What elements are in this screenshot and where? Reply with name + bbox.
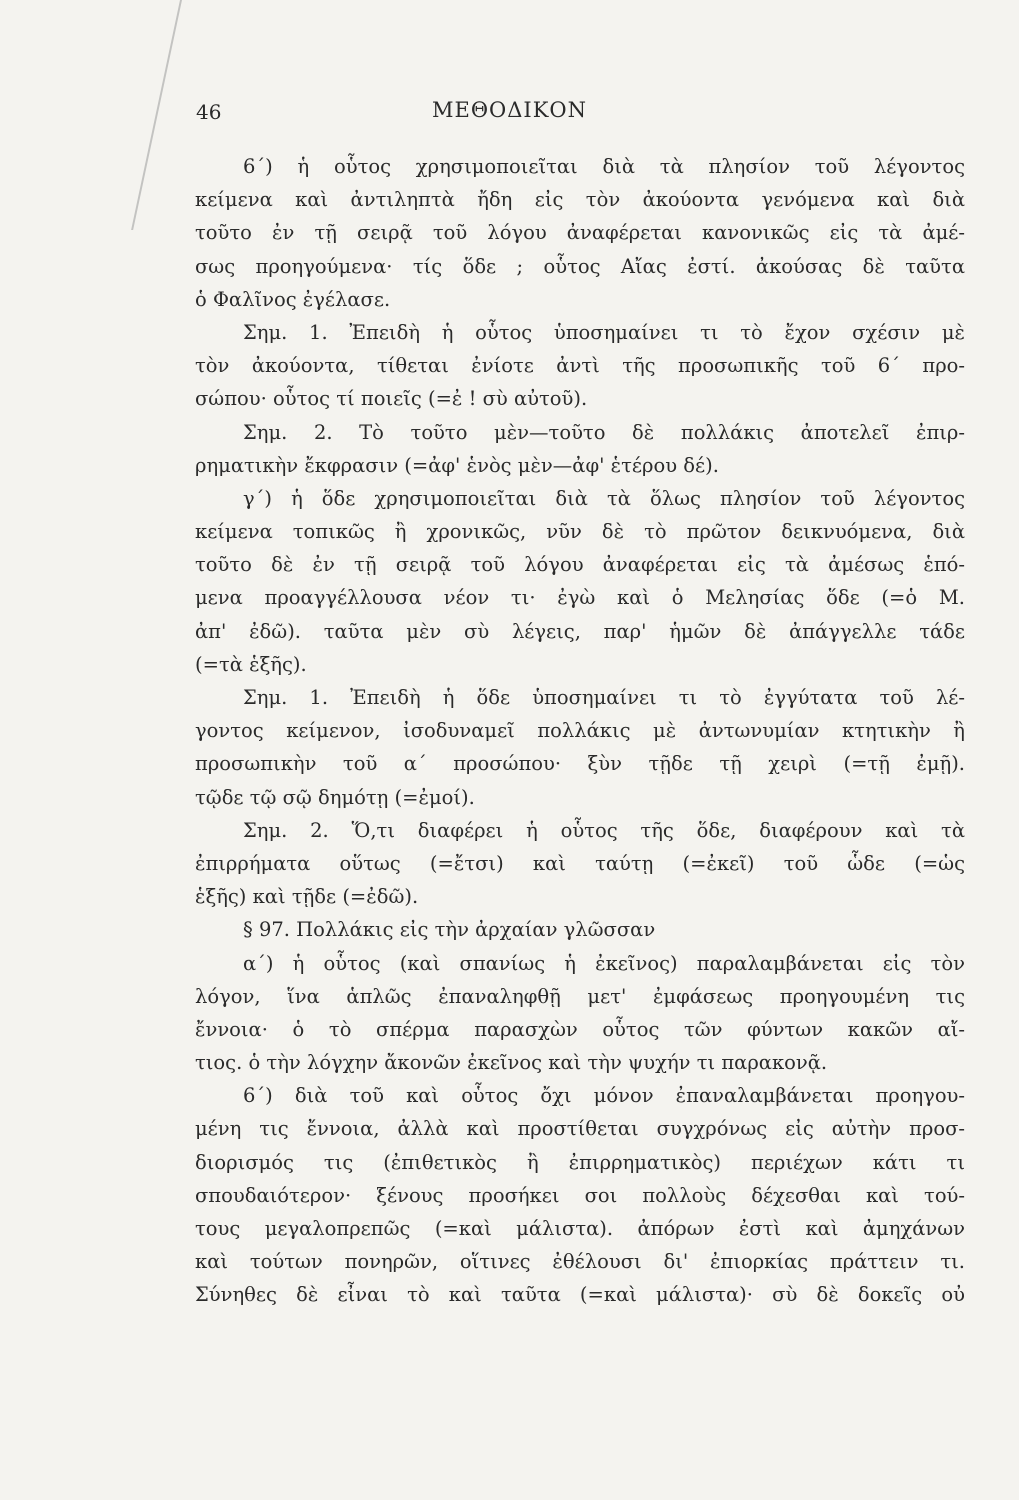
text-line: Σημ. 2. Τὸ τοῦτο μὲν—τοῦτο δὲ πολλάκις ἀποτελεῖ ἐπιρ-	[243, 420, 965, 444]
text-line: τῷδε τῷ σῷ δημότῃ (=ἐμοί).	[195, 785, 475, 809]
body-text	[195, 150, 965, 1312]
text-line: τοῦτο ἐν τῇ σειρᾷ τοῦ λόγου ἀναφέρεται κανονικῶς εἰς τὰ ἀμέ-	[195, 221, 965, 245]
text-line: Σημ. 1. Ἐπειδὴ ἡ ὅδε ὑποσημαίνει τι τὸ ἐγγύτατα τοῦ λέ-	[243, 686, 965, 709]
text-line: 6΄) διὰ τοῦ καὶ οὗτος ὄχι μόνον ἐπαναλαμβάνεται προηγου-	[243, 1084, 965, 1108]
text-line: ἀπ' ἐδῶ). ταῦτα μὲν σὺ λέγεις, παρ' ἡμῶν δὲ ἀπάγγελλε τάδε	[195, 619, 965, 643]
text-line: διορισμός τις (ἐπιθετικὸς ἢ ἐπιρρηματικὸς) περιέχων κάτι τι	[195, 1150, 965, 1174]
text-line: 6΄) ἡ οὗτος χρησιμοποιεῖται διὰ τὰ πλησίον τοῦ λέγοντος	[243, 155, 965, 178]
text-line: Σημ. 2. Ὅ,τι διαφέρει ἡ οὗτος τῆς ὅδε, διαφέρουν καὶ τὰ	[243, 818, 965, 842]
text-line: ἐπιρρήματα οὕτως (=ἔτσι) καὶ ταύτῃ (=ἐκεῖ) τοῦ ὧδε (=ὡς	[195, 851, 965, 875]
text-line: λόγον, ἵνα ἁπλῶς ἐπαναληφθῇ μετ' ἐμφάσεως προηγουμένη τις	[195, 984, 965, 1008]
text-line: τους μεγαλοπρεπῶς (=καὶ μάλιστα). ἀπόρων ἐστὶ καὶ ἀμηχάνων	[195, 1217, 965, 1240]
text-line: α΄) ἡ οὗτος (καὶ σπανίως ἡ ἐκεῖνος) παραλαμβάνεται εἰς τὸν	[243, 951, 965, 975]
text-line: προσωπικὴν τοῦ α΄ προσώπου· ξὺν τῇδε τῇ χειρὶ (=τῇ ἐμῇ).	[195, 752, 965, 776]
text-line: τὸν ἀκούοντα, τίθεται ἐνίοτε ἀντὶ τῆς προσωπικῆς τοῦ 6΄ προ-	[195, 354, 965, 378]
text-line: γοντος κείμενον, ἰσοδυναμεῖ πολλάκις μὲ ἀντωνυμίαν κτητικὴν ἢ	[195, 719, 965, 743]
page-number: 46	[196, 100, 222, 124]
text-line: ἑξῆς) καὶ τῇδε (=ἐδῶ).	[195, 885, 419, 909]
text-line: τοῦτο δὲ ἐν τῇ σειρᾷ τοῦ λόγου ἀναφέρεται εἰς τὰ ἀμέσως ἑπό-	[195, 553, 965, 577]
running-head: ΜΕΘΟΔΙΚΟΝ	[431, 98, 587, 122]
text-line: § 97. Πολλάκις εἰς τὴν ἀρχαίαν γλῶσσαν	[243, 918, 656, 942]
text-line: γ΄) ἡ ὅδε χρησιμοποιεῖται διὰ τὰ ὅλως πλησίον τοῦ λέγοντος	[243, 486, 965, 510]
text-line: καὶ τούτων πονηρῶν, οἵτινες ἐθέλουσι δι' ἐπιορκίας πράττειν τι.	[195, 1250, 965, 1274]
text-line: κείμενα τοπικῶς ἢ χρονικῶς, νῦν δὲ τὸ πρῶτον δεικνυόμενα, διὰ	[195, 520, 965, 544]
text-line: (=τὰ ἑξῆς).	[195, 652, 307, 676]
text-line: κείμενα καὶ ἀντιληπτὰ ἤδη εἰς τὸν ἀκούοντα γενόμενα καὶ διὰ	[195, 188, 965, 212]
text-line: ἔννοια· ὁ τὸ σπέρμα παρασχὼν οὗτος τῶν φύντων κακῶν αἴ-	[195, 1017, 965, 1041]
text-line: Σύνηθες δὲ εἶναι τὸ καὶ ταῦτα (=καὶ μάλιστα)· σὺ δὲ δοκεῖς οὐ	[195, 1283, 965, 1307]
text-line: τιος. ὁ τὴν λόγχην ἄκονῶν ἐκεῖνος καὶ τὴν ψυχήν τι παρακονᾷ.	[195, 1051, 828, 1075]
text-line: ρηματικὴν ἔκφρασιν (=ἀφ' ἑνὸς μὲν—ἀφ' ἑτέρου δέ).	[195, 453, 719, 477]
text-line: ὁ Φαλῖνος ἐγέλασε.	[195, 287, 391, 311]
text-line: Σημ. 1. Ἐπειδὴ ἡ οὗτος ὑποσημαίνει τι τὸ ἔχον σχέσιν μὲ	[243, 320, 965, 344]
text-line: σως προηγούμενα· τίς ὅδε ; οὗτος Αἴας ἐστί. ἀκούσας δὲ ταῦτα	[195, 254, 965, 278]
text-line: σπουδαιότερον· ξένους προσήκει σοι πολλοὺς δέχεσθαι καὶ τού-	[195, 1183, 965, 1207]
text-line: μένη τις ἔννοια, ἀλλὰ καὶ προστίθεται συγχρόνως εἰς αὐτὴν προσ-	[195, 1117, 965, 1141]
text-line: σώπου· οὗτος τί ποιεῖς (=ἐ ! σὺ αὐτοῦ).	[195, 387, 588, 411]
text-line: μενα προαγγέλλουσα νέον τι· ἐγὼ καὶ ὁ Μελησίας ὅδε (=ὁ Μ.	[195, 586, 965, 610]
